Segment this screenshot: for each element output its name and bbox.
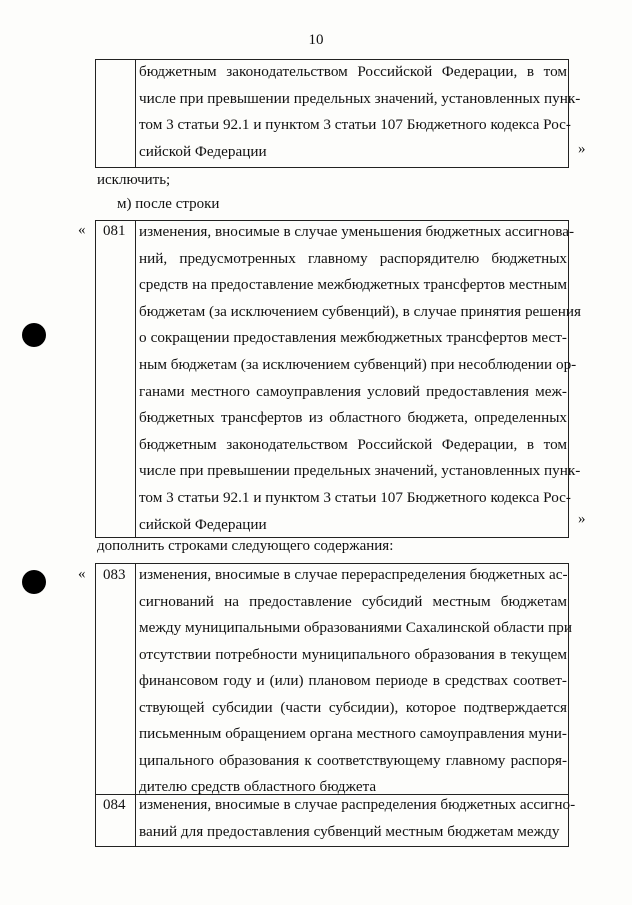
paragraph-supplement: дополнить строками следующего содержания: <box>97 538 394 554</box>
punch-hole-top <box>22 323 46 347</box>
open-quote-3: « <box>78 566 86 582</box>
text-line: средств на предоставление межбюджетных трансфертов местным <box>139 276 567 294</box>
paragraph-after-row: м) после строки <box>117 196 220 212</box>
text-line: отсутствии потребности муниципального образования в текущем <box>139 645 567 663</box>
text-line: изменения, вносимые в случае уменьшения бюджетных ассигнова- <box>139 223 575 240</box>
text-line: изменения, вносимые в случае распределения бюджетных ассигно- <box>139 796 576 813</box>
text-line: сийской Федерации <box>139 515 267 533</box>
open-quote-2: « <box>78 222 86 238</box>
text-line: сийской Федерации <box>139 142 267 160</box>
text-line: ваний для предоставления субвенций местным бюджетам между <box>139 822 560 840</box>
text-line: бюджетным законодательством Российской Федерации, в том <box>139 63 567 80</box>
text-line: ципального образования к соответствующему главному распоря- <box>139 751 567 769</box>
text-line: ным бюджетам (за исключением субвенций) при несоблюдении ор- <box>139 356 577 373</box>
text-line: изменения, вносимые в случае перераспределения бюджетных ас- <box>139 566 568 583</box>
text-line: письменным обращением органа местного самоуправления муни- <box>139 725 567 742</box>
page-number: 10 <box>308 32 324 48</box>
text-line: финансовом году и (или) плановом периоде в средствах соответ- <box>139 672 567 689</box>
close-quote-2: » <box>578 511 586 527</box>
text-line: бюджетам (за исключением субвенций), в случае принятия решения <box>139 302 581 320</box>
row-code-081: 081 <box>103 223 126 239</box>
text-line: сигнований на предоставление субсидий местным бюджетам <box>139 592 567 610</box>
text-line: том 3 статьи 92.1 и пунктом 3 статьи 107 Бюджетного кодекса Рос- <box>139 489 571 506</box>
text-line: дителю средств областного бюджета <box>139 778 377 795</box>
text-line: ганами местного самоуправления условий предоставления меж- <box>139 382 567 400</box>
text-line: о сокращении предоставления межбюджетных трансфертов мест- <box>139 329 567 347</box>
row-code-084: 084 <box>103 797 126 813</box>
paragraph-exclude: исключить; <box>97 172 171 188</box>
text-line: том 3 статьи 92.1 и пунктом 3 статьи 107 Бюджетного кодекса Рос- <box>139 116 571 133</box>
row-code-083: 083 <box>103 567 126 583</box>
text-line: числе при превышении предельных значений, установленных пунк- <box>139 462 581 480</box>
text-line: числе при превышении предельных значений, установленных пунк- <box>139 89 581 107</box>
text-line: между муниципальными образованиями Сахалинской области при <box>139 619 572 636</box>
close-quote-1: » <box>578 141 586 157</box>
text-line: бюджетных трансфертов из областного бюджета, определенных <box>139 409 567 427</box>
text-line: ний, предусмотренных главному распорядителю бюджетных <box>139 249 567 267</box>
text-line: бюджетным законодательством Российской Федерации, в том <box>139 435 567 453</box>
text-line: ствующей субсидии (части субсидии), которое подтверждается <box>139 698 567 716</box>
punch-hole-bottom <box>22 570 46 594</box>
